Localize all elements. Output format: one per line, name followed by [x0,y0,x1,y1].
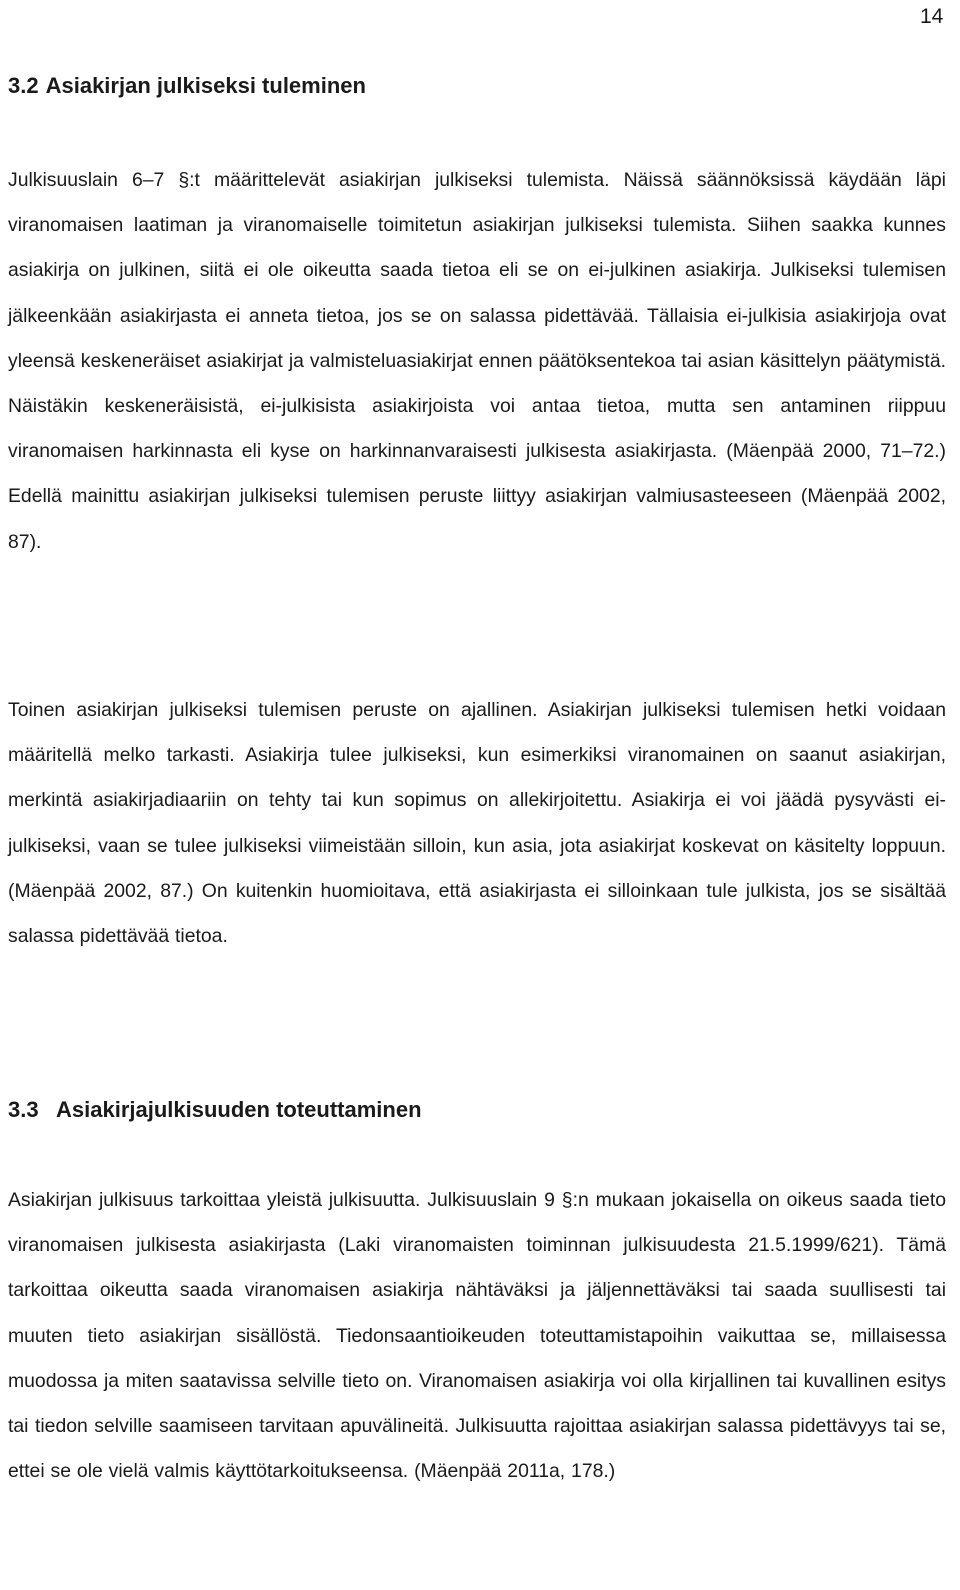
paragraph: Julkisuuslain 6–7 §:t määrittelevät asiakirjan julkiseksi tulemista. Näissä säännöksissä käydään läpi viranomaisen laatiman ja viranomaiselle toimitetun asiakirjan julkiseksi tulemista. Siihen saakka kunnes asiakirja on julkinen, siitä ei ole oikeutta saada tietoa eli se on ei-julkinen asiakirja. Julkiseksi tulemisen jälkeenkään asiakirjasta ei anneta tietoa, jos se on salassa pidettävää. Tällaisia ei-julkisia asiakirjoja ovat yleensä keskeneräiset asiakirjat ja valmisteluasiakirjat ennen päätöksentekoa tai asian käsittelyn päätymistä. Näistäkin keskeneräisistä, ei-julkisista asiakirjoista voi antaa tietoa, mutta sen antaminen riippuu viranomaisen harkinnasta eli kyse on harkinnanvaraisesti julkisesta asiakirjasta. (Mäenpää 2000, 71–72.) Edellä mainittu asiakirjan julkiseksi tulemisen peruste liittyy asiakirjan valmiusasteeseen (Mäenpää 2002, 87). [8,169,946,553]
page-number: 14 [920,5,944,28]
paragraph: Asiakirjan julkisuus tarkoittaa yleistä julkisuutta. Julkisuuslain 9 §:n mukaan jokaisella on oikeus saada tieto viranomaisen julkisesta asiakirjasta (Laki viranomaisten toiminnan julkisuudesta 21.5.1999/621). Tämä tarkoittaa oikeutta saada viranomaisen asiakirja nähtäväksi ja jäljennettäväksi tai saada suullisesti tai muuten tieto asiakirjan sisällöstä. Tiedonsaantioikeuden toteuttamistapoihin vaikuttaa se, millaisessa muodossa ja miten saatavissa selville tieto on. Viranomaisen asiakirja voi olla kirjallinen tai kuvallinen esitys tai tiedon selville saamiseen tarvitaan apuvälineitä. Julkisuutta rajoittaa asiakirjan salassa pidettävyys tai se, ettei se ole vielä valmis käyttötarkoitukseensa. (Mäenpää 2011a, 178.) [8,1189,946,1483]
section-number: 3.2 [8,73,39,98]
section-title: Asiakirjajulkisuuden toteuttaminen [56,1097,422,1122]
section-title: Asiakirjan julkiseksi tuleminen [45,73,366,98]
paragraph: Toinen asiakirjan julkiseksi tulemisen peruste on ajallinen. Asiakirjan julkiseksi tulemisen hetki voidaan määritellä melko tarkasti. Asiakirja tulee julkiseksi, kun esimerkiksi viranomainen on saanut asiakirjan, merkintä asiakirjadiaariin on tehty tai kun sopimus on allekirjoitettu. Asiakirja ei voi jäädä pysyvästi ei-julkiseksi, vaan se tulee julkiseksi viimeistään silloin, kun asia, jota asiakirjat koskevat on käsitelty loppuun. (Mäenpää 2002, 87.) On kuitenkin huomioitava, että asiakirjasta ei silloinkaan tule julkista, jos se sisältää salassa pidettävää tietoa. [8,699,946,948]
section-number: 3.3 [8,1097,39,1122]
section-heading-3-3 [8,1096,948,1124]
section-heading-3-2 [8,72,948,100]
